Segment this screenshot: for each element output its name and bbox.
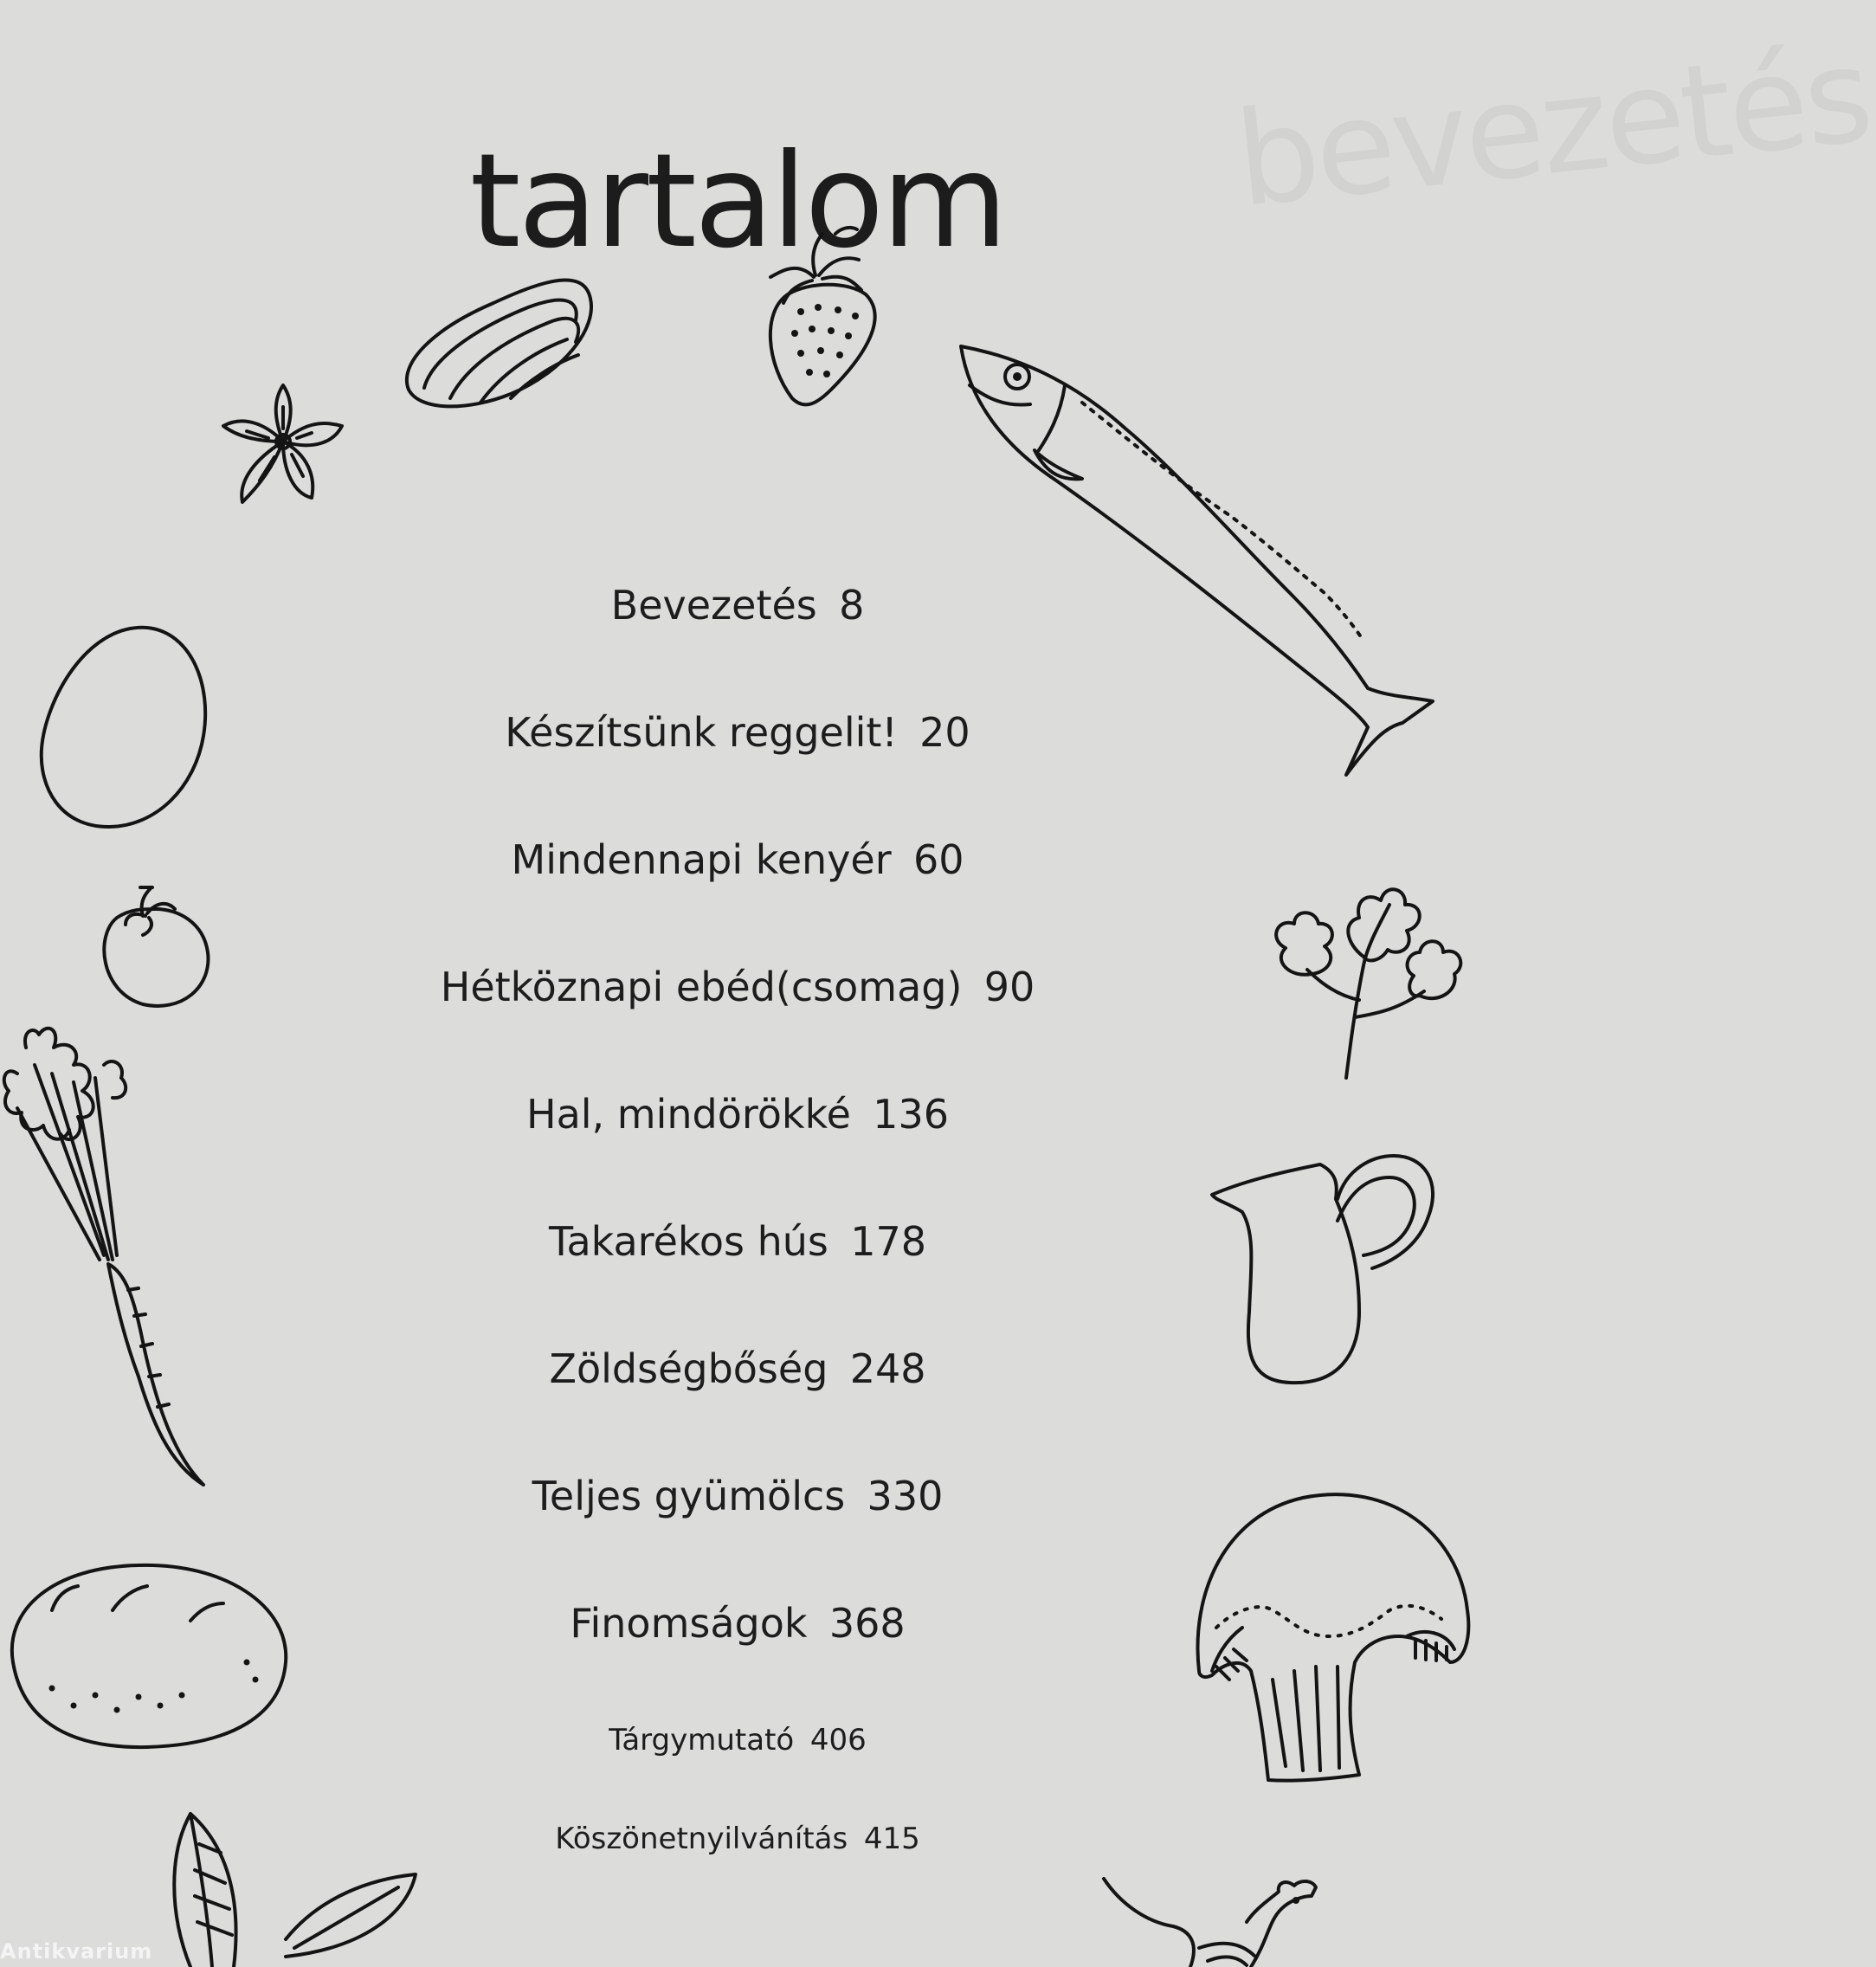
jug-icon: [1208, 1138, 1459, 1390]
toc-entry-page: 368: [828, 1600, 906, 1647]
sardine-icon: [952, 333, 1437, 792]
leaf-icon: [164, 1809, 424, 1967]
toc-entry-title: Mindennapi kenyér: [511, 836, 892, 883]
toc-entry-title: Hétköznapi ebéd(csomag): [440, 964, 963, 1010]
toc-entry-page: 406: [809, 1723, 867, 1757]
carrot-icon: [0, 1013, 216, 1498]
toc-entry-title: Zöldségbőség: [549, 1345, 828, 1392]
hen-icon: [1095, 1870, 1320, 1967]
toc-entry-title: Hal, mindörökké: [526, 1091, 851, 1138]
watermark: Antikvarium: [0, 1939, 153, 1964]
toc-entry-page: 20: [919, 709, 970, 756]
toc-entry-hal[interactable]: [0, 1091, 1475, 1138]
bread-icon: [0, 1558, 294, 1757]
toc-entry-page: 8: [839, 582, 865, 629]
parsley-icon: [1260, 870, 1467, 1087]
toc-entry-title: Készítsünk reggelit!: [505, 709, 898, 756]
toc-entry-page: 60: [912, 836, 964, 883]
toc-entry-page: 248: [849, 1345, 926, 1392]
mushroom-icon: [1190, 1489, 1472, 1783]
background-bleed-text: bevezetés: [1229, 20, 1876, 237]
toc-entry-title: Teljes gyümölcs: [532, 1473, 846, 1519]
star-anise-icon: [221, 381, 346, 511]
mussel-icon: [398, 260, 606, 424]
toc-entry-title: Takarékos hús: [548, 1218, 828, 1265]
toc-entry-page: 136: [873, 1091, 949, 1138]
toc-entry-title: Bevezetés: [610, 582, 817, 629]
strawberry-icon: [762, 225, 892, 411]
toc-entry-page: 90: [983, 964, 1035, 1010]
toc-entry-title: Finomságok: [570, 1600, 808, 1647]
toc-entry-page: 330: [867, 1473, 944, 1519]
toc-entry-ebed[interactable]: [0, 964, 1475, 1010]
toc-entry-page: 178: [850, 1218, 926, 1265]
tomato-icon: [95, 883, 216, 1013]
page-title: tartalom: [469, 126, 1006, 277]
toc-entry-kenyer[interactable]: [0, 836, 1475, 883]
toc-entry-page: 415: [863, 1822, 920, 1856]
toc-entry-title: Köszönetnyilvánítás: [555, 1822, 848, 1856]
egg-icon: [35, 623, 216, 831]
toc-entry-title: Tárgymutató: [609, 1723, 795, 1757]
